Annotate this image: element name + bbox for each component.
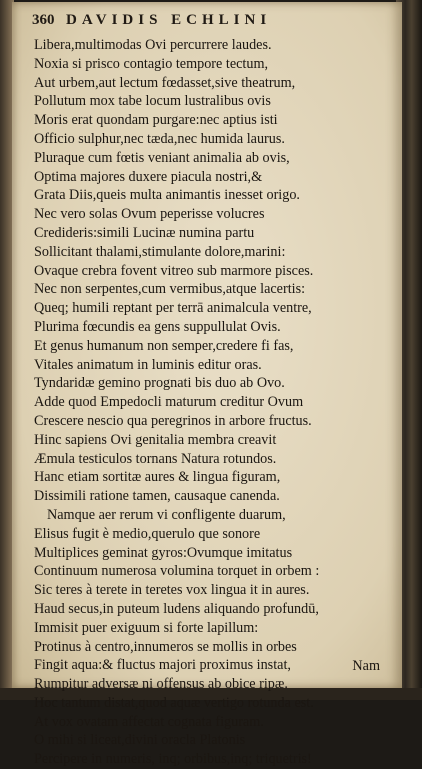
text-line: Sollicitant thalami,stimulante dolore,marini: xyxy=(34,243,286,260)
text-line: Plurima fœcundis ea gens suppullulat Ovis. xyxy=(34,318,281,335)
text-line: Grata Diis,queis multa animantis inesset origo. xyxy=(34,187,300,204)
text-line: Et genus humanum non semper,credere fi fas, xyxy=(34,337,294,354)
text-line: Officio sulphur,nec tæda,nec humida laurus. xyxy=(34,130,285,147)
text-line: Adde quod Empedocli maturum creditur Ovum xyxy=(34,394,304,411)
text-line: Multiplices geminat gyros:Ovumque imitatus xyxy=(34,544,293,561)
text-line: Pollutum mox tabe locum lustralibus ovis xyxy=(34,93,271,110)
text-line: At vox ovatam affectat cognata figuram. xyxy=(34,713,264,730)
text-line: Moris erat quondam purgare:nec aptius isti xyxy=(34,112,278,129)
text-line: Ovaque crebra fovent vitreo sub marmore pisces. xyxy=(34,262,314,279)
page-number: 360 xyxy=(32,12,55,28)
text-line: Nec vero solas Ovum peperisse volucres xyxy=(34,206,265,223)
text-line: Libera,multimodas Ovi percurrere laudes. xyxy=(34,37,272,53)
page-header xyxy=(32,12,394,34)
text-line: Aut urbem,aut lectum fœdasset,sive theatrum, xyxy=(34,74,296,91)
text-line: Tyndaridæ gemino prognati bis duo ab Ovo. xyxy=(34,375,285,392)
text-line: Credideris:simili Lucinæ numina partu xyxy=(34,224,255,241)
text-line: Rumpitur adversæ ni offensus ab obice ripæ. xyxy=(34,676,288,693)
text-line: Vitales animatum in luminis editur oras. xyxy=(34,356,262,373)
text-line: Protinus à centro,innumeros se mollis in orbes xyxy=(34,638,297,655)
text-line: Optima majores duxere piacula nostri,& xyxy=(34,168,263,185)
running-head: DAVIDIS ECHLINI xyxy=(66,12,272,28)
text-line: Hinc sapiens Ovi genitalia membra creavit xyxy=(34,431,277,448)
text-line: Dissimili ratione tamen, causaque canenda. xyxy=(34,488,280,505)
text-line: Hanc etiam sortitæ aures & lingua figuram, xyxy=(34,469,281,486)
text-line: Queq; humili reptant per terrā animalcula ventre, xyxy=(34,300,312,317)
text-line: Fingit aqua:& fluctus majori proximus instat, xyxy=(34,657,291,674)
book-page xyxy=(12,2,402,768)
text-line: Sic teres à terete in teretes vox lingua it in aures. xyxy=(34,582,310,599)
catchword: Nam xyxy=(352,658,380,674)
text-line: Hoc tantum distat,quod aquæ vertigo rotunda est. xyxy=(34,694,314,711)
text-line: Haud secus,in puteum ludens aliquando profundū, xyxy=(34,600,319,617)
text-line: Noxia si prisco contagio tempore tectum, xyxy=(34,55,269,72)
text-line: Continuum numerosa volumina torquet in orbem : xyxy=(34,563,320,580)
text-line: O mihi si liceat,divini oracla Platonis xyxy=(34,732,246,749)
text-line: Nec non serpentes,cum vermibus,atque lacertis: xyxy=(34,281,306,298)
poem-text-block xyxy=(34,36,396,769)
text-line: Percipere in numeris, inq; orbibus,inq; triquetris! xyxy=(34,751,312,768)
text-line: Æmula testiculos tornans Natura rotundos. xyxy=(34,450,277,467)
text-line: Immisit puer exiguum si forte lapillum: xyxy=(34,619,259,636)
text-line: Crescere nescio qua peregrinos in arbore fructus. xyxy=(34,412,312,429)
text-line: Pluraque cum fœtis veniant animalia ab ovis, xyxy=(34,149,290,166)
text-line: Elisus fugit è medio,querulo que sonore xyxy=(34,525,261,542)
text-line: Namque aer rerum vi confligente duarum, xyxy=(47,506,286,523)
